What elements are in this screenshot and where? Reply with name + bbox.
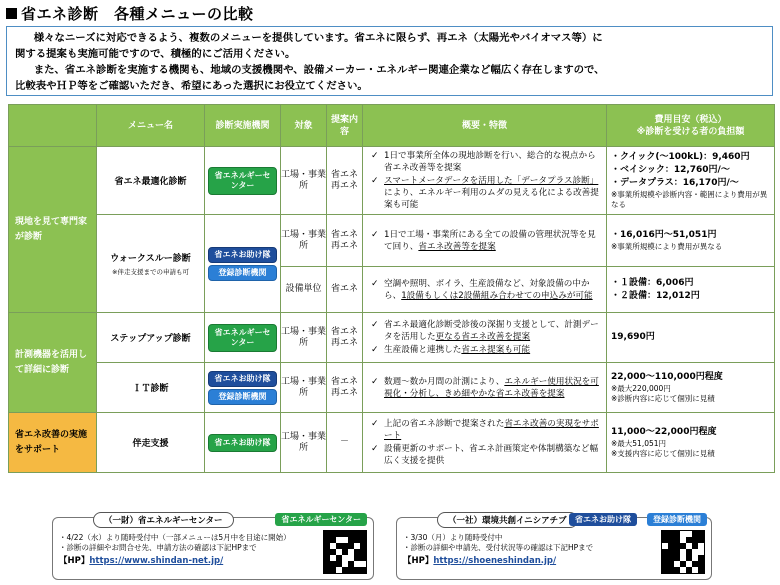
footer-right-hp: [403, 554, 705, 566]
cost-line: 22,000～110,000円程度: [611, 372, 723, 382]
feature-highlight: 1設備もしくは2設備組み合わせての申込みが可能: [401, 290, 593, 301]
cost-line: ・16,016円～51,051円: [611, 230, 717, 240]
proposal-cell: 省エネ再エネ: [327, 147, 363, 215]
features-cell: [363, 363, 607, 413]
menu-it: ＩＴ診断: [97, 363, 205, 413]
menu-walkthrough-label: ウォークスルー診断: [110, 254, 191, 264]
feature-text: 生産設備と連携した: [384, 345, 462, 355]
features-cell: [363, 147, 607, 215]
category-measurement: 計測機器を活用して詳細に診断: [9, 313, 97, 413]
feature-item: [371, 418, 602, 442]
qr-code-icon: [661, 530, 705, 574]
menu-walkthrough: [97, 215, 205, 313]
institution-cell: [205, 215, 281, 313]
proposal-cell: －: [327, 413, 363, 473]
feature-item: ✓ 1日で事業所全体の現地診断を行い、総合的な視点から省エネ改善等を提案: [371, 150, 602, 174]
feature-item: [371, 376, 602, 400]
target-cell: 工場・事業所: [281, 313, 327, 363]
feature-text: 上記の省エネ診断で提案された: [384, 419, 505, 429]
header-features: 概要・特徴: [363, 105, 607, 147]
cost-line: ・ベイシック：12,760円/～: [611, 165, 730, 175]
square-bullet-icon: [6, 8, 17, 19]
footer-right-header: （一社）環境共創イニシアチブ: [437, 512, 578, 528]
intro-box: [6, 26, 773, 96]
header-institution: 診断実施機関: [205, 105, 281, 147]
cost-line: ・クイック(～100kL)：9,460円: [611, 152, 750, 162]
footer-energy-center: [52, 517, 374, 580]
footer-right-tag2: 登録診断機関: [647, 513, 707, 526]
menu-walkthrough-note: ※伴走支援までの申請も可: [112, 268, 189, 276]
target-cell: 工場・事業所: [281, 147, 327, 215]
feature-text: 空調や照明、ボイラ、生産設備など、対象設備の中から、: [384, 278, 590, 301]
proposal-cell: 省エネ再エネ: [327, 215, 363, 267]
target-cell: 工場・事業所: [281, 413, 327, 473]
footer-right-line: ・3/30（月）より随時受付中: [403, 533, 503, 542]
cost-note: ※支援内容に応じて個別に見積: [611, 449, 715, 458]
category-onsite: 現地を見て専門家が診断: [9, 147, 97, 313]
header-menu: メニュー名: [97, 105, 205, 147]
tag-otasuketai: 省エネお助け隊: [208, 434, 277, 452]
cost-cell: [607, 267, 775, 313]
page-title-text: 省エネ診断 各種メニューの比較: [21, 5, 254, 23]
features-cell: [363, 313, 607, 363]
tag-registered: 登録診断機関: [208, 389, 277, 405]
cost-note: ※診断内容に応じて個別に見積: [611, 394, 715, 403]
cost-cell: [607, 215, 775, 267]
feature-highlight: 省エネ提案も可能: [461, 345, 531, 355]
cost-note: ※事業所規模により費用が異なる: [611, 242, 723, 251]
target-cell: 工場・事業所: [281, 363, 327, 413]
footer-left-link[interactable]: https://www.shindan-net.jp/: [89, 556, 224, 566]
intro-line: また、省エネ診断を実施する機関も、地域の支援機関や、設備メーカー・エネルギー関連企業など幅広く存在しますので、: [33, 64, 605, 76]
feature-item: [371, 175, 602, 211]
feature-highlight: 更なる省エネ改善を提案: [435, 332, 531, 342]
hp-label: 【HP】: [403, 556, 434, 566]
footer-left-header: （一財）省エネルギーセンター: [93, 512, 234, 528]
header-cost-title: 費用目安（税込）: [654, 114, 727, 125]
feature-item: ✓ 設備更新のサポート、省エネ計画策定や体制構築など幅広く支援を提供: [371, 443, 602, 467]
footer-right-text: 3/30（月）より随時受付中: [410, 533, 503, 542]
institution-cell: [205, 147, 281, 215]
cost-cell: [607, 413, 775, 473]
page-title: [6, 3, 254, 24]
tag-registered: 登録診断機関: [208, 265, 277, 281]
header-proposal: 提案内容: [327, 105, 363, 147]
feature-item: [371, 319, 602, 343]
feature-highlight: 省エネ改善等を提案: [418, 241, 496, 252]
footer-left-text: 4/22（水）より随時受付中（一部メニューは5月中を目途に開始）: [66, 533, 291, 542]
hp-label: 【HP】: [59, 556, 90, 566]
institution-cell: [205, 313, 281, 363]
feature-text: 数週～数か月間の計測により、: [384, 376, 505, 387]
feature-text: 省エネ最適化診断受診後の深掘り支援として、計測データを活用した: [384, 320, 599, 342]
header-cost-note: ※診断を受ける者の負担額: [636, 126, 745, 137]
cost-line: ・２設備：12,012円: [611, 290, 700, 301]
features-cell: [363, 215, 607, 267]
menu-accompany: 伴走支援: [97, 413, 205, 473]
feature-highlight: エネルギー使用状況を可視化・分析し、きめ細やかな省エネ改善を提案: [384, 376, 599, 399]
target-cell: 設備単位: [281, 267, 327, 313]
cost-line: ・１設備：6,006円: [611, 277, 694, 288]
footer-right-tag1: 省エネお助け隊: [569, 513, 637, 526]
features-cell: [363, 267, 607, 313]
tag-energy-center: 省エネルギーセンター: [208, 324, 277, 352]
category-support: 省エネ改善の実施をサポート: [9, 413, 97, 473]
institution-cell: [205, 413, 281, 473]
features-cell: [363, 413, 607, 473]
target-cell: 工場・事業所: [281, 215, 327, 267]
header-blank: [9, 105, 97, 147]
footer-left-line: ・4/22（水）より随時受付中（一部メニューは5月中を目途に開始）: [59, 533, 291, 542]
tag-otasuketai: 省エネお助け隊: [208, 247, 277, 263]
cost-line: 11,000～22,000円程度: [611, 427, 717, 437]
proposal-cell: 省エネ: [327, 267, 363, 313]
menu-optimization: 省エネ最適化診断: [97, 147, 205, 215]
cost-cell: [607, 363, 775, 413]
institution-cell: [205, 363, 281, 413]
feature-text: 況等を見て回り、: [384, 229, 596, 252]
comparison-table: [8, 104, 775, 473]
footer-right-text: 診断の詳細や申請先、受付状況等の確認は下記HPまで: [410, 543, 594, 552]
feature-item: [371, 344, 602, 356]
tag-energy-center: 省エネルギーセンター: [208, 167, 277, 195]
intro-line: 様々なニーズに対応できるよう、複数のメニューを提供しています。省エネに限らず、再エネ（太陽光やバイオマス等）に: [33, 32, 603, 44]
intro-line: 比較表やＨＰ等をご確認いただき、希望にあった選択にお役立てください。: [15, 80, 368, 92]
feature-text: 1日で工場・事業所にある全ての設備の管理状: [384, 229, 562, 240]
intro-line: 関する提案も実施可能ですので、積極的にご活用ください。: [15, 48, 296, 60]
qr-code-icon: [323, 530, 367, 574]
feature-item: [371, 278, 602, 302]
cost-line: 19,690円: [611, 332, 655, 342]
cost-cell: [607, 313, 775, 363]
footer-left-text: 診断の詳細やお問合せ先、申請方法の確認は下記HPまで: [66, 543, 257, 552]
feature-text: により、エネルギー利用のムダの見える化による改善提案も可能: [384, 188, 599, 210]
footer-right-link[interactable]: https://shoeneshindan.jp/: [433, 556, 557, 566]
proposal-cell: 省エネ再エネ: [327, 363, 363, 413]
feature-highlight: 省エネ改善の実現をサポート: [384, 419, 599, 441]
proposal-cell: 省エネ再エネ: [327, 313, 363, 363]
footer-left-tag: 省エネルギーセンター: [275, 513, 367, 526]
cost-note: ※事業所規模や診断内容・範囲により費用が異なる: [611, 190, 768, 209]
header-target: 対象: [281, 105, 327, 147]
header-cost: [607, 105, 775, 147]
cost-line: ・データプラス：16,170円/～: [611, 178, 739, 188]
footer-sii: [396, 517, 712, 580]
footer-left-hp: [59, 554, 367, 566]
footer-right-line: ・診断の詳細や申請先、受付状況等の確認は下記HPまで: [403, 543, 594, 552]
cost-cell: [607, 147, 775, 215]
cost-note: ※最大220,000円: [611, 384, 671, 393]
feature-highlight: スマートメータデータを活用した「データプラス診断」: [384, 176, 599, 186]
menu-stepup: ステップアップ診断: [97, 313, 205, 363]
cost-note: ※最大51,051円: [611, 439, 667, 448]
feature-item: [371, 229, 602, 253]
tag-otasuketai: 省エネお助け隊: [208, 371, 277, 387]
footer-left-line: ・診断の詳細やお問合せ先、申請方法の確認は下記HPまで: [59, 543, 257, 552]
